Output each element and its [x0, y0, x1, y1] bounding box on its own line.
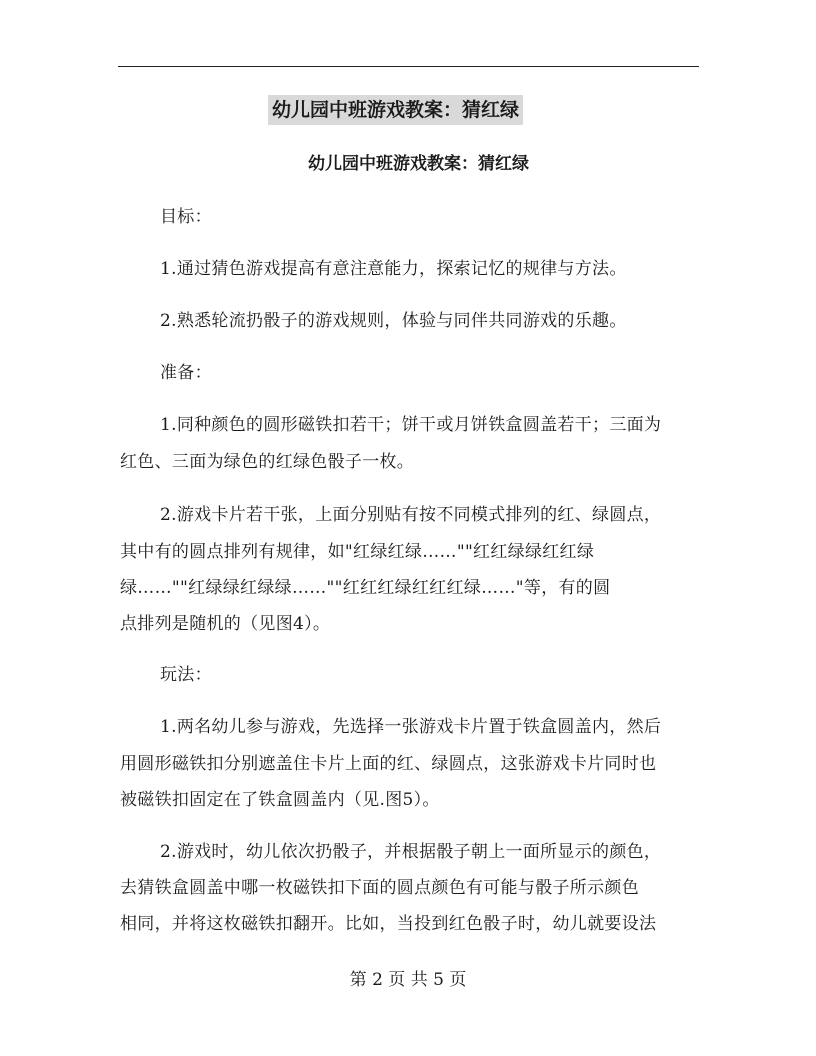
heading-goals: 目标： [160, 207, 212, 227]
page-number-footer: 第 2 页 共 5 页 [349, 970, 467, 990]
document-title: 幼儿园中班游戏教案：猜红绿 [268, 95, 523, 125]
play-item-1-line-3: 被磁铁扣固定在了铁盒圆盖内（见.图5）。 [120, 790, 440, 810]
goal-item-1: 1.通过猜色游戏提高有意注意能力，探索记忆的规律与方法。 [160, 259, 627, 279]
prep-item-1-line-1: 1.同种颜色的圆形磁铁扣若干；饼干或月饼铁盒圆盖若干；三面为 [160, 415, 662, 435]
prep-item-1-line-2: 红色、三面为绿色的红绿色骰子一枚。 [120, 452, 415, 472]
heading-preparation: 准备： [160, 363, 212, 383]
play-item-2-line-2: 去猜铁盒圆盖中哪一枚磁铁扣下面的圆点颜色有可能与骰子所示颜色 [120, 878, 639, 898]
play-item-1-line-2: 用圆形磁铁扣分别遮盖住卡片上面的红、绿圆点，这张游戏卡片同时也 [120, 754, 657, 774]
prep-item-2-line-3: 绿……""红绿绿红绿绿……""红红红绿红红红绿……"等，有的圆 [120, 578, 611, 598]
header-rule [118, 66, 699, 67]
play-item-2-line-1: 2.游戏时，幼儿依次扔骰子，并根据骰子朝上一面所显示的颜色， [160, 842, 662, 862]
prep-item-2-line-4: 点排列是随机的（见图4）。 [120, 614, 331, 634]
goal-item-2: 2.熟悉轮流扔骰子的游戏规则，体验与同伴共同游戏的乐趣。 [160, 311, 627, 331]
play-item-1-line-1: 1.两名幼儿参与游戏，先选择一张游戏卡片置于铁盒圆盖内，然后 [160, 717, 662, 737]
prep-item-2-line-2: 其中有的圆点排列有规律，如"红绿红绿……""红红绿绿红红绿 [120, 542, 595, 562]
heading-gameplay: 玩法： [160, 665, 212, 685]
prep-item-2-line-1: 2.游戏卡片若干张，上面分别贴有按不同模式排列的红、绿圆点， [160, 505, 662, 525]
section-title: 幼儿园中班游戏教案：猜红绿 [308, 154, 529, 174]
play-item-2-line-3: 相同，并将这枚磁铁扣翻开。比如，当投到红色骰子时，幼儿就要设法 [120, 914, 657, 934]
